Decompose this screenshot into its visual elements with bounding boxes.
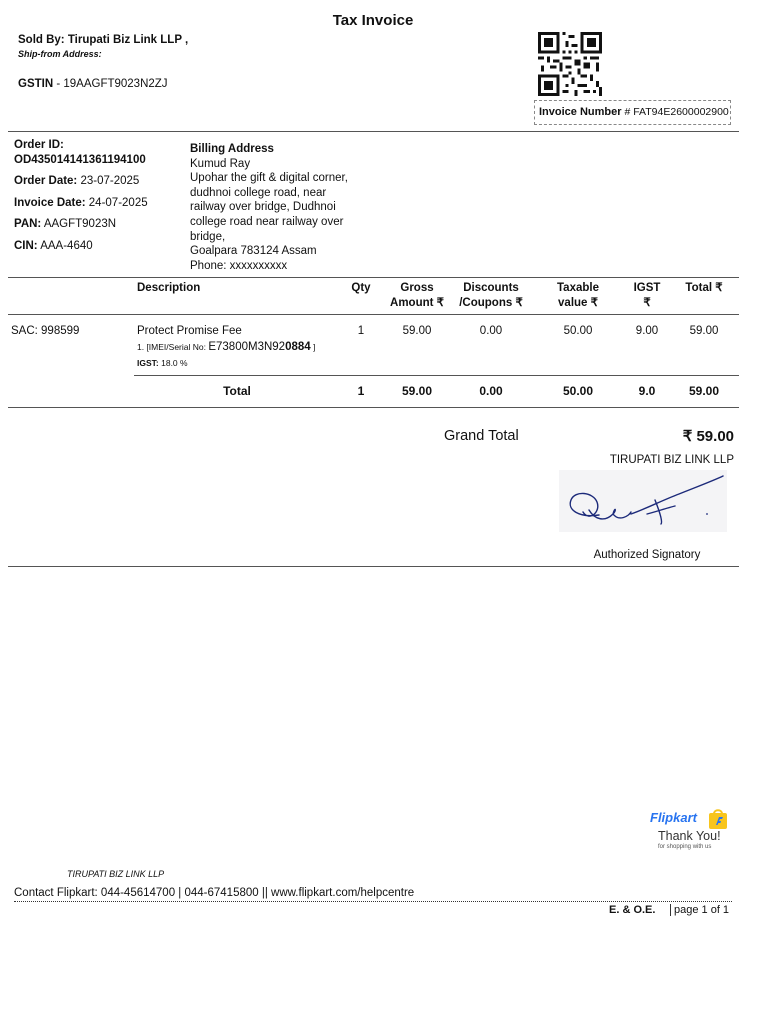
billing-line: bridge,: [190, 230, 226, 243]
pan-value: AAGFT9023N: [43, 218, 117, 230]
invoice-date-label: Invoice Date:: [14, 197, 86, 209]
invoice-number-box: [534, 100, 731, 125]
logo-thank-you: Thank You!: [658, 829, 721, 843]
row-border: [134, 375, 739, 376]
col-total: Total ₹: [685, 282, 723, 294]
billing-heading: Billing Address: [190, 143, 274, 155]
invoice-number-label: Invoice Number: [539, 106, 622, 118]
divider: [8, 131, 739, 132]
totals-taxable: 50.00: [562, 384, 594, 398]
footer-seller: TIRUPATI BIZ LINK LLP: [67, 869, 165, 879]
order-date-label: Order Date:: [14, 175, 78, 187]
totals-total: 59.00: [688, 384, 720, 398]
signature-image: [559, 470, 727, 532]
billing-address: [190, 142, 360, 273]
gstin: [18, 78, 168, 90]
grand-total-label: Grand Total: [444, 428, 519, 444]
totals-label: Total: [223, 384, 251, 398]
col-discounts-line1: Discounts: [463, 282, 519, 294]
col-igst-line2: ₹: [643, 297, 651, 309]
col-qty: Qty: [351, 282, 371, 294]
totals-gross: 59.00: [401, 384, 433, 398]
col-description: Description: [137, 282, 201, 294]
billing-line: railway over bridge, Dudhnoi: [190, 201, 336, 214]
footer-divider: [14, 901, 732, 902]
gstin-label: GSTIN: [18, 78, 54, 90]
row-igst: 9.00: [635, 325, 659, 337]
table-header-border: [8, 314, 739, 315]
invoice-number-value: # FAT94E2600002900: [624, 106, 729, 118]
flipkart-bag-icon: [708, 808, 728, 830]
grand-total-value: ₹ 59.00: [682, 428, 734, 445]
table-bottom-border: [8, 407, 739, 408]
eoe-note: E. & O.E.: [609, 904, 656, 916]
document-title: Tax Invoice: [332, 12, 414, 29]
row-description: Protect Promise Fee: [137, 325, 242, 337]
serial-main: E73800M3N92: [208, 341, 286, 353]
cin-value: AAA-4640: [40, 240, 93, 252]
invoice-date-value: 24-07-2025: [88, 197, 148, 209]
totals-igst: 9.0: [638, 384, 656, 398]
igst-rate-value: 18.0 %: [161, 358, 188, 368]
serial-suffix: ]: [313, 342, 316, 352]
row-qty: 1: [357, 325, 365, 337]
divider: [8, 566, 739, 567]
totals-discount: 0.00: [479, 384, 503, 398]
col-discounts-line2: /Coupons ₹: [459, 297, 523, 309]
row-igst-rate: [137, 358, 188, 368]
signature-seller: TIRUPATI BIZ LINK LLP: [609, 454, 734, 466]
ship-from-label: Ship-from Address:: [18, 49, 102, 59]
contact-line: Contact Flipkart: 044-45614700 | 044-67415800 || www.flipkart.com/helpcentre: [14, 887, 415, 899]
gstin-value: - 19AAGFT9023N2ZJ: [56, 78, 168, 90]
serial-bold: 0884: [285, 341, 311, 353]
logo-brand: Flipkart: [650, 810, 697, 825]
row-discount: 0.00: [479, 325, 503, 337]
cin: [14, 240, 93, 252]
igst-rate-label: IGST:: [137, 358, 159, 368]
row-sac: SAC: 998599: [11, 325, 80, 337]
logo-tagline: for shopping with us: [658, 844, 712, 850]
order-date-value: 23-07-2025: [80, 175, 140, 187]
authorized-signatory: Authorized Signatory: [593, 549, 701, 561]
col-discounts: [452, 281, 530, 311]
row-taxable: 50.00: [563, 325, 593, 337]
invoice-date: [14, 197, 148, 209]
billing-line: college road near railway over: [190, 215, 344, 228]
col-taxable-line2: value ₹: [558, 297, 598, 309]
sold-by: Sold By: Tirupati Biz Link LLP ,: [18, 34, 189, 46]
col-igst-line1: IGST: [633, 282, 661, 294]
col-gross-line1: Gross: [400, 282, 434, 294]
qr-code-icon: [538, 32, 602, 96]
order-id-label: Order ID:: [14, 139, 64, 151]
totals-qty: 1: [357, 384, 365, 398]
order-date: [14, 175, 139, 187]
cin-label: CIN:: [14, 240, 38, 252]
serial-prefix: 1. [IMEI/Serial No:: [137, 342, 206, 352]
page-number: page 1 of 1: [670, 904, 729, 916]
flipkart-logo: [648, 808, 732, 854]
order-id-value: OD435014141361194100: [14, 154, 146, 166]
col-gross: [382, 281, 452, 311]
table-top-border: [8, 277, 739, 278]
col-gross-line2: Amount ₹: [390, 297, 444, 309]
billing-line: dudhnoi college road, near: [190, 186, 327, 199]
row-serial: [137, 341, 315, 353]
row-total: 59.00: [689, 325, 719, 337]
pan: [14, 218, 116, 230]
billing-phone: Phone: xxxxxxxxxx: [190, 259, 288, 272]
col-igst: [627, 281, 667, 311]
row-gross: 59.00: [402, 325, 432, 337]
billing-name: Kumud Ray: [190, 157, 251, 170]
billing-line: Goalpara 783124 Assam: [190, 245, 317, 258]
col-taxable: [542, 281, 614, 311]
col-taxable-line1: Taxable: [557, 282, 599, 294]
pan-label: PAN:: [14, 218, 42, 230]
billing-line: Upohar the gift & digital corner,: [190, 172, 348, 185]
